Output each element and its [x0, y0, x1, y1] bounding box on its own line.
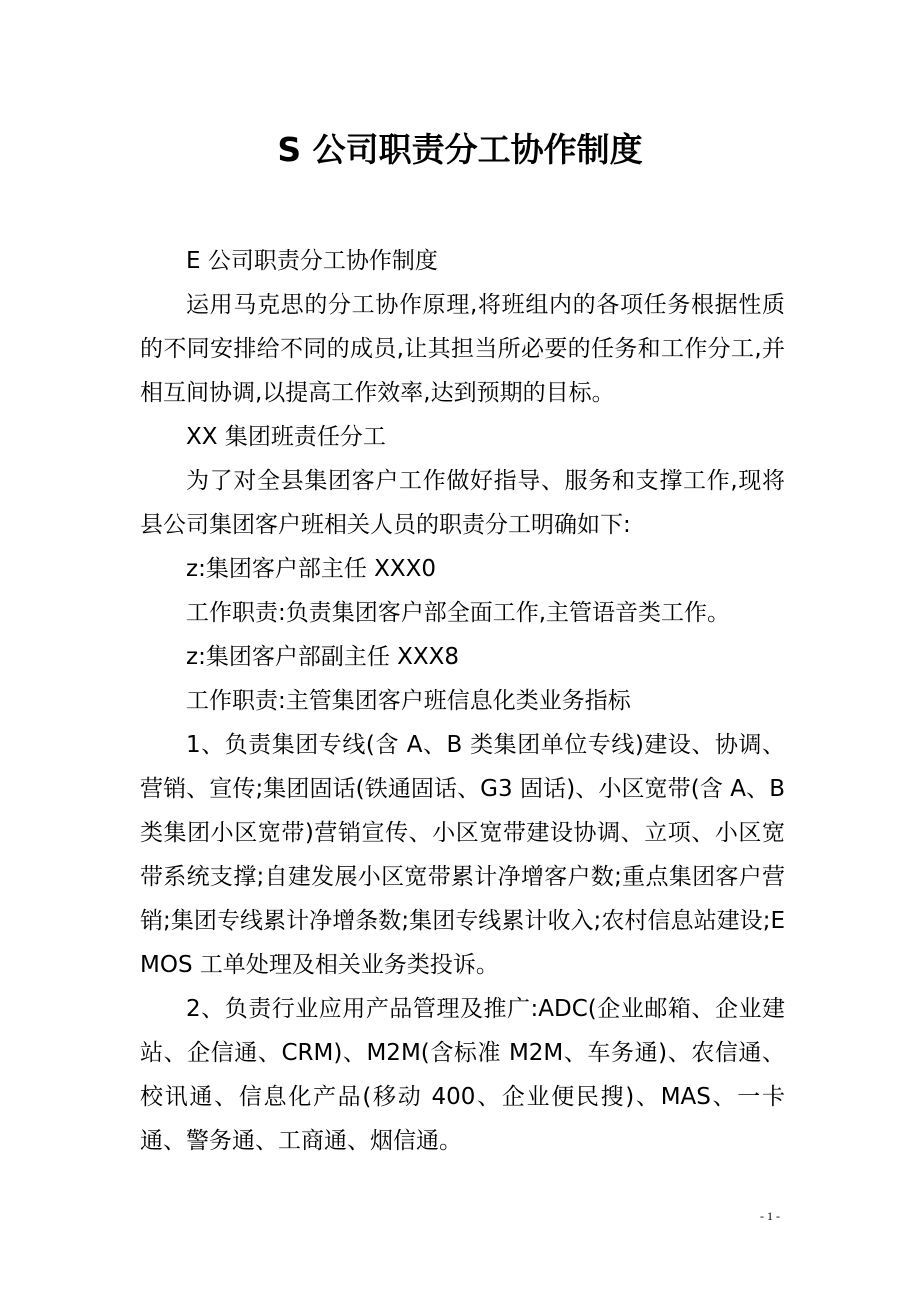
- paragraph-director-duties: 工作职责:负责集团客户部全面工作,主管语音类工作。: [186, 600, 731, 626]
- paragraph-subtitle: E 公司职责分工协作制度: [186, 248, 438, 274]
- paragraph-intro: 为了对全县集团客户工作做好指导、服务和支撑工作,现将县公司集团客户班相关人员的职责分工明确如下:: [140, 468, 785, 538]
- document-title: S 公司职责分工协作制度: [277, 130, 643, 169]
- paragraph-deputy-duties: 工作职责:主管集团客户班信息化类业务指标: [186, 688, 631, 714]
- paragraph-deputy-director: z:集团客户部副主任 XXX8: [186, 644, 460, 670]
- paragraph-director: z:集团客户部主任 XXX0: [186, 556, 437, 582]
- page-number: - 1 -: [760, 1209, 780, 1223]
- paragraph-section-heading: XX 集团班责任分工: [186, 424, 386, 450]
- document-body: [140, 239, 785, 1163]
- paragraph-principle: 运用马克思的分工协作原理,将班组内的各项任务根据性质的不同安排给不同的成员,让其担当所必要的任务和工作分工,并相互间协调,以提高工作效率,达到预期的目标。: [140, 292, 785, 406]
- paragraph-duty-item-1: 1、负责集团专线(含 A、B 类集团单位专线)建设、协调、营销、宣传;集团固话(铁通固话、G3 固话)、小区宽带(含 A、B 类集团小区宽带)营销宣传、小区宽带建设协调、立项、小区宽带系统支撑;自建发展小区宽带累计净增客户数;重点集团客户营销;集团专线累计净增条数;集团专线累计收入;农村信息站建设;EMOS 工单处理及相关业务类投诉。: [140, 732, 785, 978]
- paragraph-duty-item-2: 2、负责行业应用产品管理及推广:ADC(企业邮箱、企业建站、企信通、CRM)、M2M(含标准 M2M、车务通)、农信通、校讯通、信息化产品(移动 400、企业便民搜)、MAS、一卡通、警务通、工商通、烟信通。: [140, 996, 785, 1154]
